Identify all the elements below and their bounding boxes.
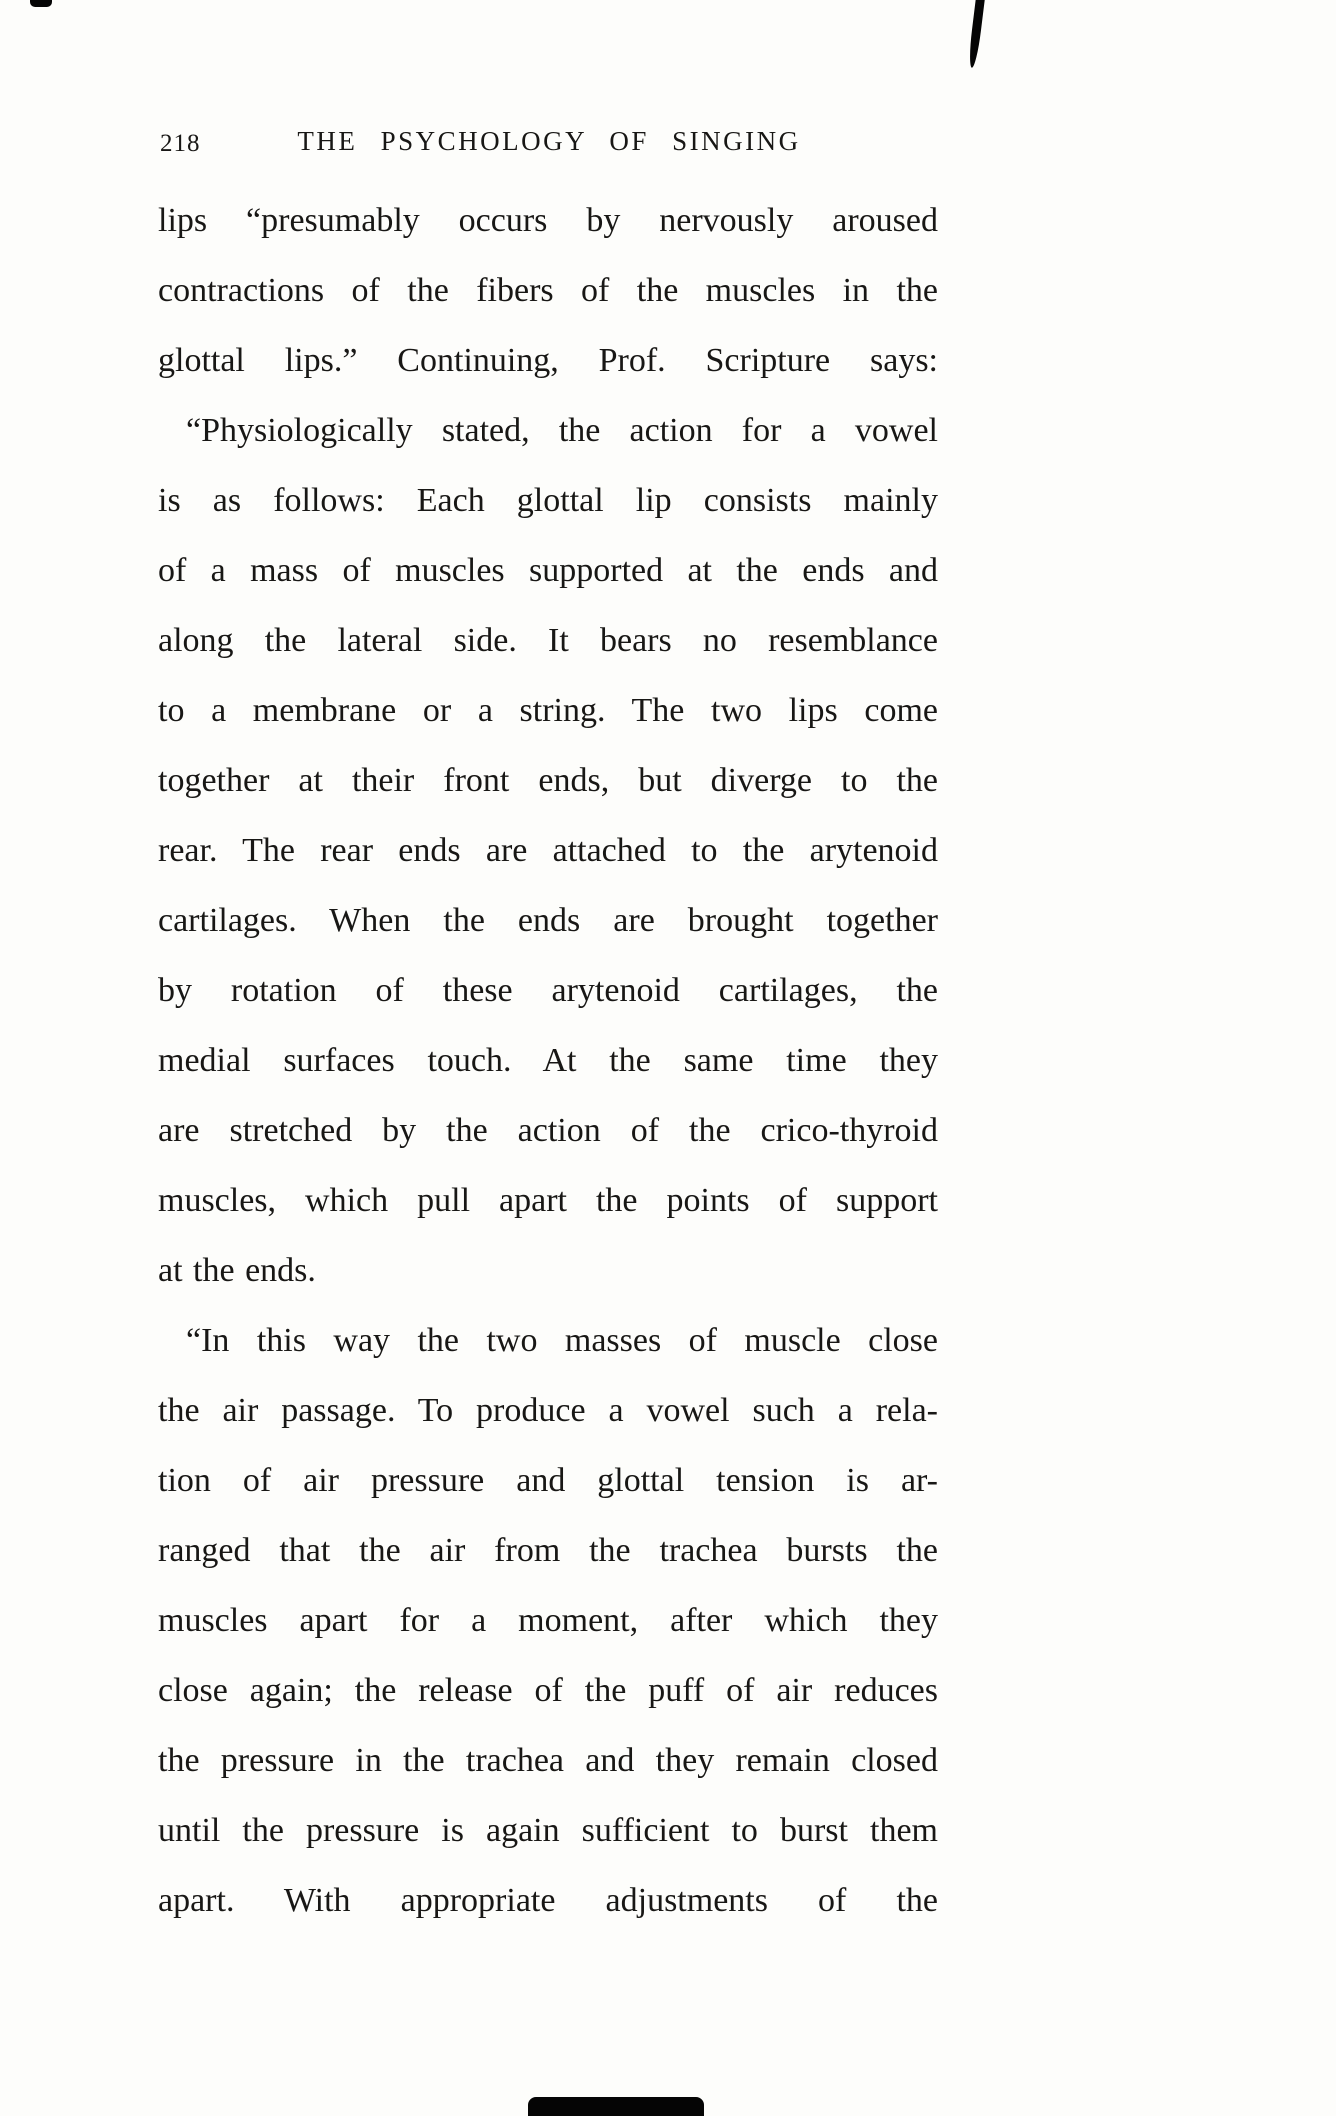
page-header-row (158, 122, 940, 164)
text-line: together at their front ends, but diverge to the (158, 762, 938, 799)
text-block (158, 186, 938, 1936)
text-line: of a mass of muscles supported at the ends and (158, 552, 938, 589)
text-line: until the pressure is again sufficient to burst them (158, 1812, 938, 1849)
scan-artifact-bottom (528, 2097, 704, 2116)
text-line: medial surfaces touch. At the same time they (158, 1042, 938, 1079)
text-line: are stretched by the action of the crico-thyroid (158, 1112, 938, 1149)
text-line: along the lateral side. It bears no resemblance (158, 622, 938, 659)
text-line: close again; the release of the puff of air reduces (158, 1672, 938, 1709)
text-line: by rotation of these arytenoid cartilages, the (158, 972, 938, 1009)
text-line: rear. The rear ends are attached to the arytenoid (158, 832, 938, 869)
text-line: contractions of the fibers of the muscles in the (158, 272, 938, 309)
page-number: 218 (160, 130, 201, 157)
text-line: cartilages. When the ends are brought together (158, 902, 938, 939)
text-line: muscles, which pull apart the points of support (158, 1182, 938, 1219)
text-line: apart. With appropriate adjustments of the (158, 1882, 938, 1919)
text-line: tion of air pressure and glottal tension is ar- (158, 1462, 938, 1499)
scan-artifact-top-left (30, 0, 52, 7)
text-line: lips “presumably occurs by nervously aroused (158, 202, 938, 239)
running-header: THE PSYCHOLOGY OF SINGING (297, 126, 801, 156)
text-line: ranged that the air from the trachea bursts the (158, 1532, 938, 1569)
text-line: “In this way the two masses of muscle close (186, 1322, 938, 1359)
text-line: “Physiologically stated, the action for a vowel (186, 412, 938, 449)
text-line: the pressure in the trachea and they remain closed (158, 1742, 938, 1779)
text-line: glottal lips.” Continuing, Prof. Scripture says: (158, 342, 938, 379)
text-line: at the ends. (158, 1252, 316, 1289)
text-line: is as follows: Each glottal lip consists mainly (158, 482, 938, 519)
text-line: the air passage. To produce a vowel such a rela- (158, 1392, 938, 1429)
scan-artifact-top-right (967, 0, 985, 68)
text-line: muscles apart for a moment, after which they (158, 1602, 938, 1639)
text-line: to a membrane or a string. The two lips come (158, 692, 938, 729)
